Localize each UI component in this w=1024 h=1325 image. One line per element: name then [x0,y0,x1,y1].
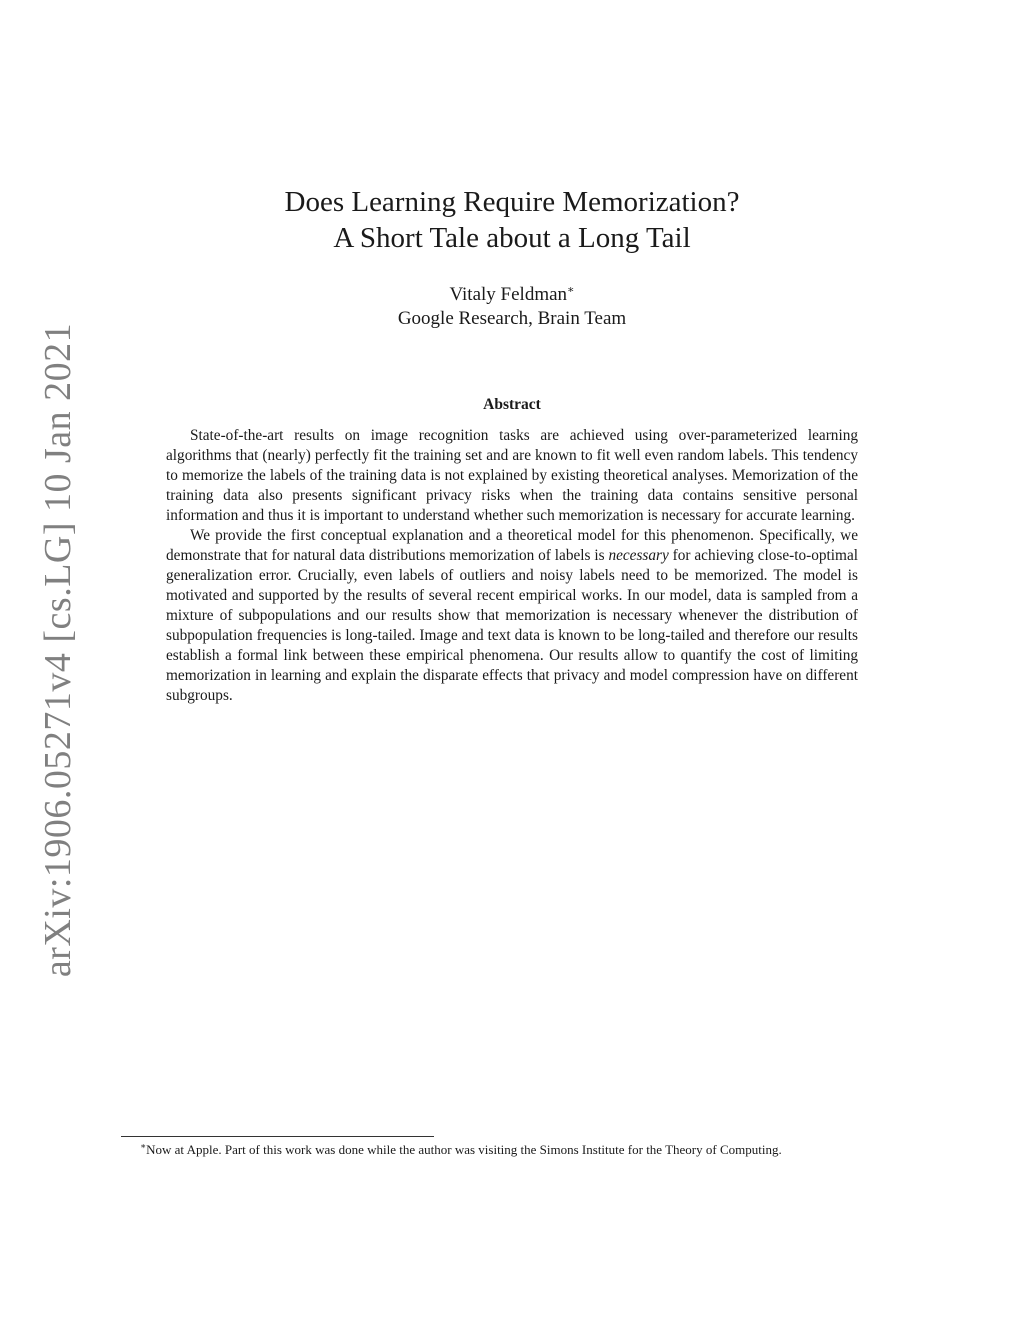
paper-title [0,184,1024,256]
abstract-paragraph-1: State-of-the-art results on image recognition tasks are achieved using over-parameterized learning algorithms that (nearly) perfectly fit the training set and are known to fit well even random labels. This tendency to memorize the labels of the training data is not explained by existing theoretical analyses. Memorization of the training data also presents significant privacy risks when the training data contains sensitive personal information and thus it is important to understand whether such memorization is necessary for accurate learning. [166,427,858,524]
title-line-2: A Short Tale about a Long Tail [333,222,691,254]
author-name [449,284,574,305]
footnote-divider [121,1136,434,1137]
abstract-p2-text-after: for achieving close-to-optimal generalization error. Crucially, even labels of outliers and noisy labels need to be memorized. The model is motivated and supported by the results of several recent empirical works. In our model, data is sampled from a mixture of subpopulations and our results show that memorization is necessary whenever the distribution of subpopulation frequencies is long-tailed. Image and text data is known to be long-tailed and therefore our results establish a formal link between these empirical phenomena. Our results allow to quantify the cost of limiting memorization in learning and explain the disparate effects that privacy and model compression have on different subgroups. [166,547,858,704]
abstract-heading: Abstract [483,396,541,413]
arxiv-identifier-stamp: arXiv:1906.05271v4 [cs.LG] 10 Jan 2021 [37,322,79,978]
abstract-body [166,426,858,706]
abstract-paragraph-2 [166,526,858,706]
author-name-line [0,283,1024,307]
title-line-1: Does Learning Require Memorization? [284,186,740,218]
abstract-p2-emphasis: necessary [608,547,669,564]
author-affiliation: Google Research, Brain Team [397,308,627,329]
footnote-text: Now at Apple. Part of this work was done while the author was visiting the Simons Institute for the Theory of Computing. [146,1142,782,1157]
abstract-p2-text-before: We provide the first conceptual explanation and a theoretical model for this phenomenon. Specifically, we demonstrate that for natural data distributions memorization of labels is [166,527,858,564]
author-block [0,283,1024,331]
author-footnote-mark: ∗ [567,284,575,296]
footnote [140,1142,782,1158]
footnote-mark: ∗ [140,1141,147,1151]
author-name-text: Vitaly Feldman [449,284,568,305]
